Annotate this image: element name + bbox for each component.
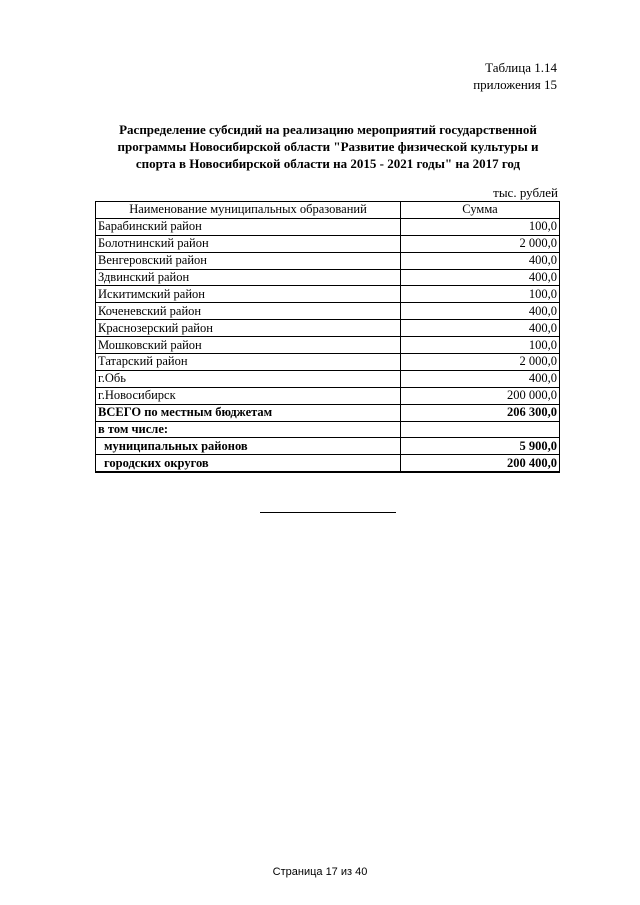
row-value: 100,0 [401,286,560,303]
appendix-number: приложения 15 [473,77,557,92]
row-value: 2 000,0 [401,354,560,371]
table-row [96,320,560,337]
row-name: Болотнинский район [96,235,401,252]
row-value: 400,0 [401,370,560,387]
title-line-1: Распределение субсидий на реализацию мероприятий государственной [119,122,537,137]
row-value: 2 000,0 [401,235,560,252]
table-row-subtotal [96,455,560,472]
row-name: Искитимский район [96,286,401,303]
table-row [96,269,560,286]
row-value: 400,0 [401,320,560,337]
row-value [401,421,560,438]
header-sum: Сумма [401,202,560,219]
row-name: Краснозерский район [96,320,401,337]
row-name: ВСЕГО по местным бюджетам [96,404,401,421]
table-row [96,286,560,303]
table-header-row [96,202,560,219]
table-reference [473,59,557,93]
table-row [96,337,560,354]
row-name: Венгеровский район [96,252,401,269]
row-name: городских округов [96,455,401,472]
table-row [96,387,560,404]
row-value: 400,0 [401,303,560,320]
row-value: 100,0 [401,337,560,354]
row-name: Здвинский район [96,269,401,286]
page-number: Страница 17 из 40 [272,866,368,878]
row-value: 200 400,0 [401,455,560,472]
table-row-total [96,404,560,421]
units-label: тыс. рублей [493,185,558,200]
row-name: муниципальных районов [96,438,401,455]
row-name: в том числе: [96,421,401,438]
table-row-subtotal [96,438,560,455]
table-row [96,235,560,252]
row-value: 400,0 [401,269,560,286]
header-name: Наименование муниципальных образований [96,202,401,219]
title-line-3: спорта в Новосибирской области на 2015 - 2021 годы" на 2017 год [135,156,521,171]
row-name: г.Новосибирск [96,387,401,404]
row-value: 100,0 [401,218,560,235]
row-value: 400,0 [401,252,560,269]
table-number: Таблица 1.14 [485,60,557,75]
table-row [96,252,560,269]
row-value: 5 900,0 [401,438,560,455]
table-row [96,354,560,371]
subsidy-table [95,201,560,473]
row-value: 206 300,0 [401,404,560,421]
separator-line [260,512,396,513]
title-line-2: программы Новосибирской области "Развитие физической культуры и [117,139,539,154]
row-name: Мошковский район [96,337,401,354]
row-name: Коченевский район [96,303,401,320]
row-name: Татарский район [96,354,401,371]
table-row [96,370,560,387]
row-value: 200 000,0 [401,387,560,404]
table-row [96,218,560,235]
row-name: г.Обь [96,370,401,387]
table-row [96,303,560,320]
row-name: Барабинский район [96,218,401,235]
document-title [96,121,560,172]
table-row-subheading [96,421,560,438]
